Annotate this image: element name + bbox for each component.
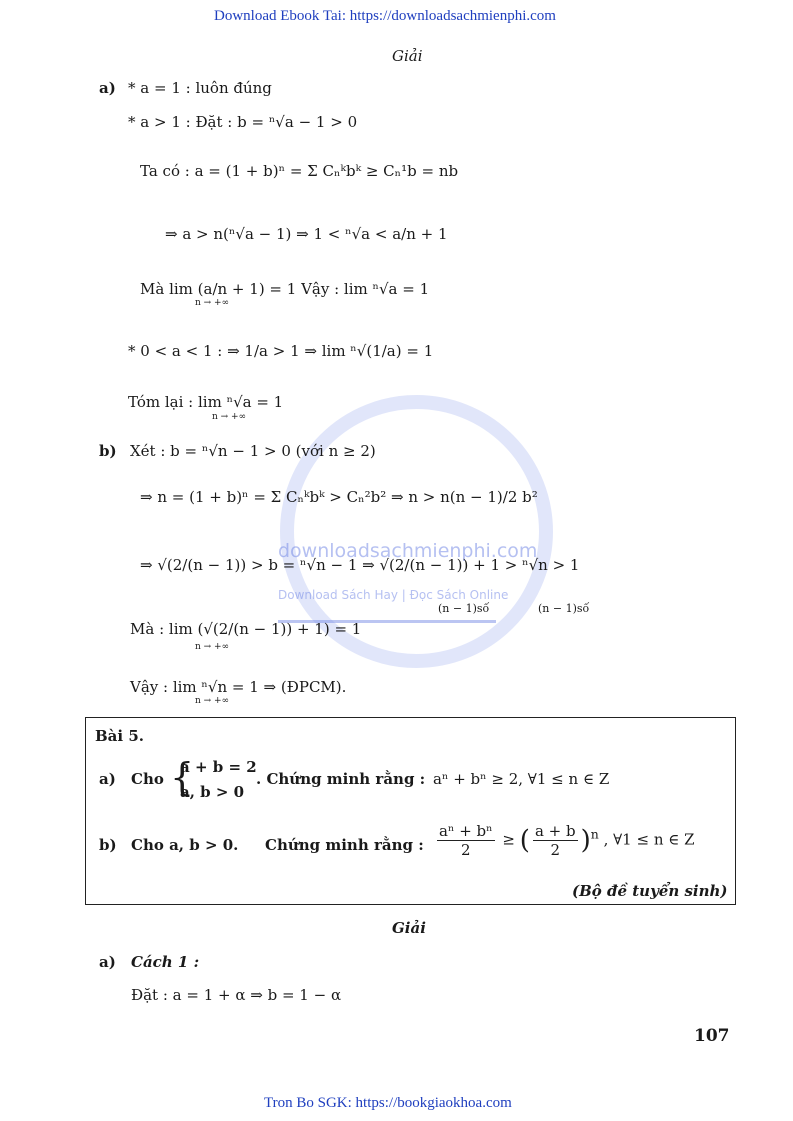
- lim-subscript: n → +∞: [195, 642, 230, 652]
- problem-b-tail: , ∀1 ≤ n ∈ Z: [603, 830, 695, 849]
- math-line: Vậy : lim ⁿ√n = 1 ⇒ (ĐPCM).: [130, 678, 347, 696]
- problem-b-cho: Cho a, b > 0.: [131, 836, 239, 854]
- math-line: ⇒ √(2/(n − 1)) > b = ⁿ√n − 1 ⇒ √(2/(n − 1)) + 1 > ⁿ√n > 1: [140, 556, 580, 574]
- frac-denominator: 2: [550, 841, 561, 859]
- math-line: * a = 1 : luôn đúng: [128, 79, 272, 97]
- math-line: Xét : b = ⁿ√n − 1 > 0 (với n ≥ 2): [130, 442, 376, 460]
- problem-b-formula: $\frac{\text{aⁿ + bⁿ}}{2}$ ≥ ( $\frac{a + b}{2}$ )$^n$ , ∀1 ≤ n ∈ Z: [439, 822, 695, 859]
- page-number: 107: [694, 1026, 730, 1046]
- lim-subscript: n → +∞: [195, 696, 230, 706]
- frac-numerator: a + b: [534, 822, 576, 840]
- footer-link[interactable]: Tron Bo SGK: https://bookgiaokhoa.com: [264, 1095, 512, 1111]
- header-download-link[interactable]: Download Ebook Tai: https://downloadsachmienphi.com: [214, 8, 556, 24]
- math-line: ⇒ n = (1 + b)ⁿ = Σ Cₙᵏbᵏ > Cₙ²b² ⇒ n > n(n − 1)/2 b²: [140, 488, 538, 506]
- frac-numerator: aⁿ + bⁿ: [439, 822, 493, 840]
- lim-subscript: n → +∞: [212, 412, 247, 422]
- solution2-heading: Giải: [392, 919, 426, 937]
- math-line: Tóm lại : lim ⁿ√a = 1: [128, 393, 284, 411]
- math-line: ⇒ a > n(ⁿ√a − 1) ⇒ 1 < ⁿ√a < a/n + 1: [165, 225, 448, 243]
- system-eq-2: a, b > 0: [180, 783, 245, 801]
- system-eq-1: a + b = 2: [180, 758, 257, 776]
- math-line: Mà lim (a/n + 1) = 1 Vậy : lim ⁿ√a = 1: [140, 280, 430, 298]
- prove-text: Chứng minh rằng :: [265, 836, 424, 854]
- math-line: Ta có : a = (1 + b)ⁿ = Σ Cₙᵏbᵏ ≥ Cₙ¹b = nb: [140, 162, 459, 180]
- watermark-tagline: Download Sách Hay | Đọc Sách Online: [278, 588, 509, 602]
- part-b-label: b): [99, 442, 117, 460]
- method-label: Cách 1 :: [131, 953, 200, 971]
- problem-box: [85, 717, 736, 905]
- math-line: * a > 1 : Đặt : b = ⁿ√a − 1 > 0: [128, 113, 358, 131]
- solution2-a-label: a): [99, 953, 116, 971]
- math-line: Đặt : a = 1 + α ⇒ b = 1 − α: [131, 986, 342, 1004]
- brace-label: (n − 1)số: [438, 602, 490, 615]
- problem-a-cho: Cho: [131, 770, 164, 788]
- frac-denominator: 2: [461, 841, 471, 859]
- problem-a-formula: aⁿ + bⁿ ≥ 2, ∀1 ≤ n ∈ Z: [433, 770, 610, 788]
- problem-title: Bài 5.: [95, 727, 144, 745]
- problem-a-label: a): [99, 770, 116, 788]
- part-a-label: a): [99, 79, 116, 97]
- problem-b-label: b): [99, 836, 117, 854]
- lim-subscript: n → +∞: [195, 298, 230, 308]
- problem-source: (Bộ đề tuyển sinh): [572, 882, 728, 900]
- brace-label: (n − 1)số: [538, 602, 590, 615]
- brace-icon: {: [170, 755, 195, 799]
- prove-text: . Chứng minh rằng :: [256, 770, 426, 788]
- math-line: Mà : lim (√(2/(n − 1)) + 1) = 1: [130, 620, 362, 638]
- math-line: * 0 < a < 1 : ⇒ 1/a > 1 ⇒ lim ⁿ√(1/a) = 1: [128, 342, 434, 360]
- solution-heading: Giải: [392, 47, 423, 65]
- watermark-site: downloadsachmienphi.com: [278, 540, 538, 562]
- ge-sign: ≥: [502, 830, 515, 849]
